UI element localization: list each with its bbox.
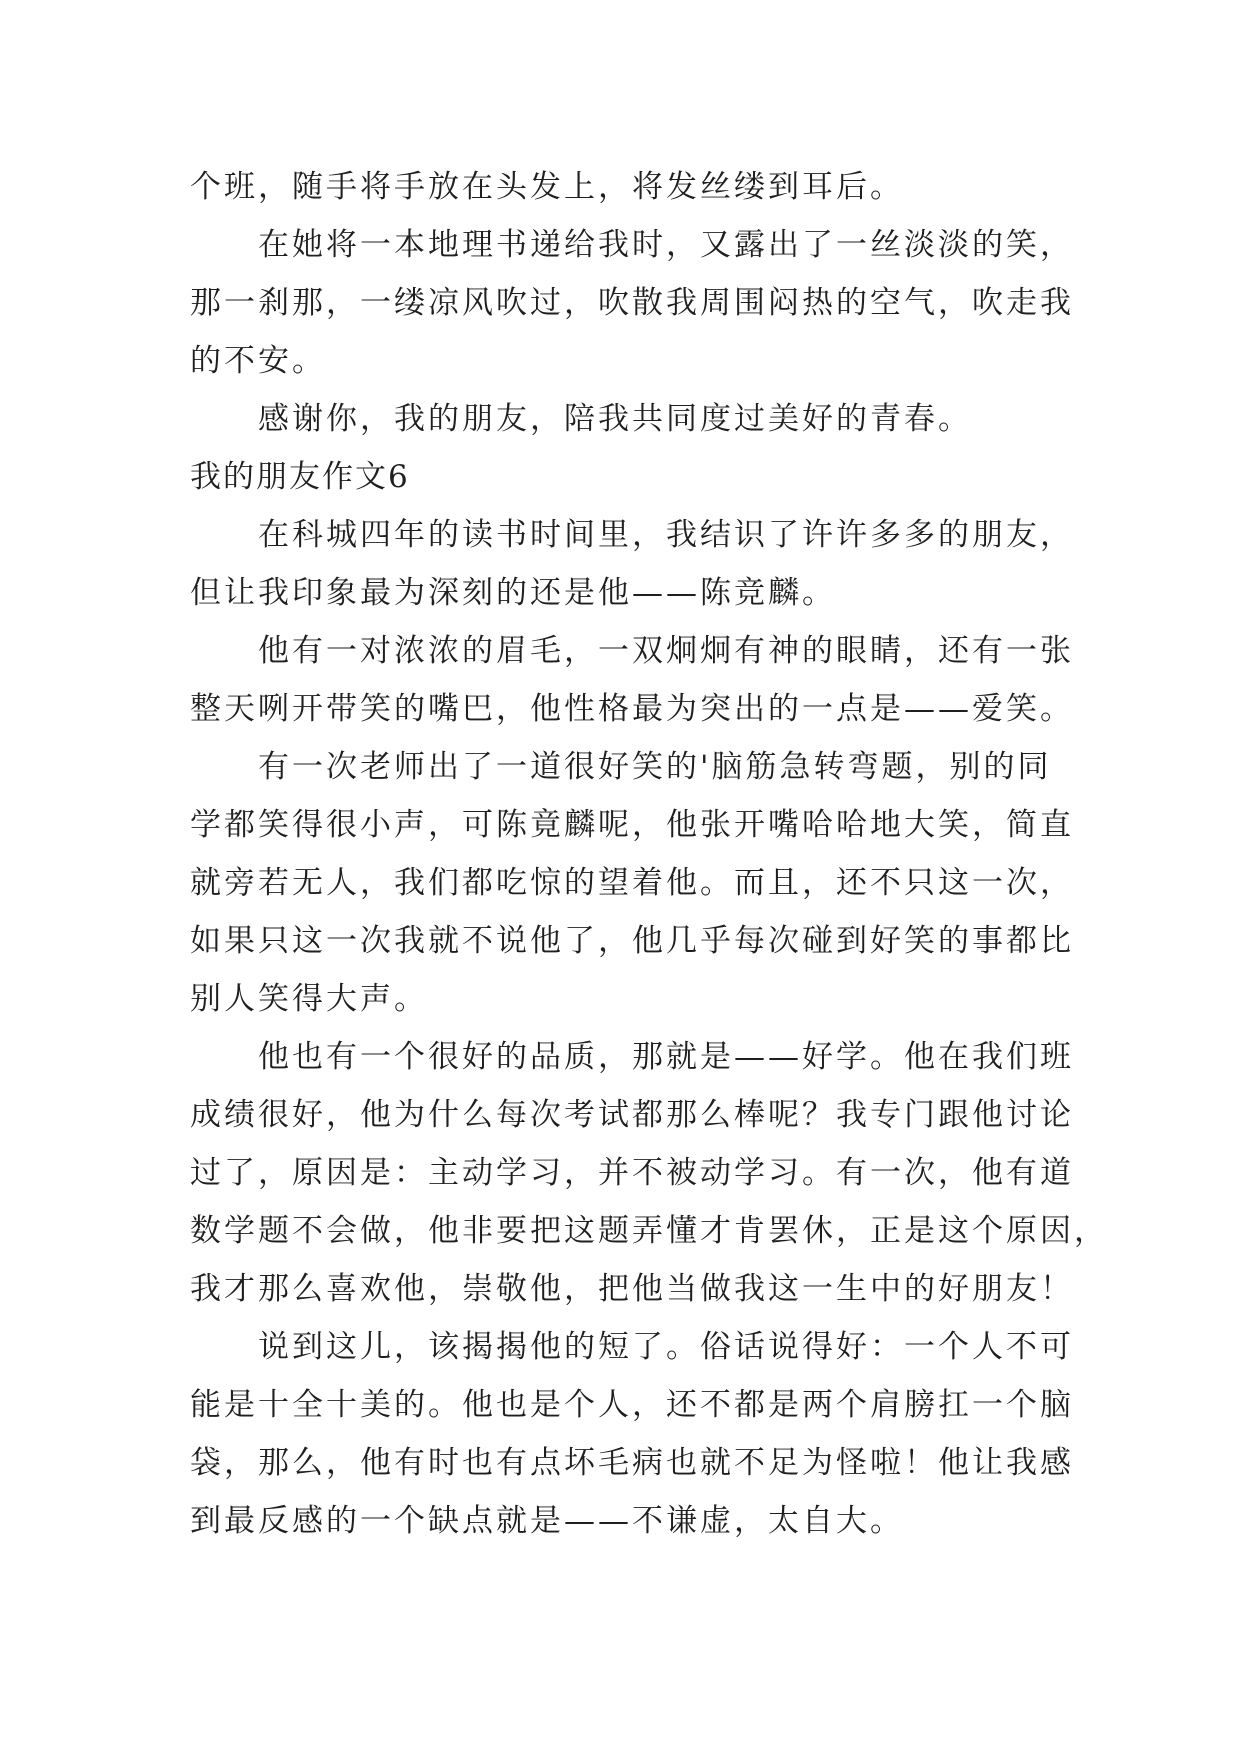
paragraph-start-line: 他有一对浓浓的眉毛，一双炯炯有神的眼睛，还有一张: [258, 633, 1074, 669]
text-line: 但让我印象最为深刻的还是他——陈竞麟。: [190, 575, 836, 611]
text-line: 就旁若无人，我们都吃惊的望着他。而且，还不只这一次，: [190, 865, 1074, 901]
text-line: 能是十全十美的。他也是个人，还不都是两个肩膀扛一个脑: [190, 1387, 1074, 1423]
text-line: 学都笑得很小声，可陈竟麟呢，他张开嘴哈哈地大笑，简直: [190, 807, 1074, 843]
text-line: 我才那么喜欢他，崇敬他，把他当做我这一生中的好朋友！: [190, 1271, 1074, 1307]
text-line: 整天咧开带笑的嘴巴，他性格最为突出的一点是——爱笑。: [190, 691, 1074, 727]
text-line: 如果只这一次我就不说他了，他几乎每次碰到好笑的事都比: [190, 923, 1074, 959]
paragraph-start-line: 在她将一本地理书递给我时，又露出了一丝淡淡的笑，: [258, 227, 1074, 263]
paragraph-start-line: 他也有一个很好的品质，那就是——好学。他在我们班: [258, 1039, 1074, 1075]
paragraph-start-line: 感谢你，我的朋友，陪我共同度过美好的青春。: [258, 401, 972, 437]
text-line: 到最反感的一个缺点就是——不谦虚，太自大。: [190, 1503, 904, 1539]
document-body: [190, 158, 1108, 1550]
text-line: 的不安。: [190, 343, 326, 379]
text-line: 过了，原因是：主动学习，并不被动学习。有一次，他有道: [190, 1155, 1074, 1191]
paragraph-start-line: 有一次老师出了一道很好笑的'脑筋急转弯题，别的同: [258, 749, 1052, 785]
text-line: 成绩很好，他为什么每次考试都那么棒呢？我专门跟他讨论: [190, 1097, 1074, 1133]
text-line: 别人笑得大声。: [190, 981, 428, 1017]
text-line: 数学题不会做，他非要把这题弄懂才肯罢休，正是这个原因，: [190, 1213, 1108, 1249]
text-line: 袋，那么，他有时也有点坏毛病也就不足为怪啦！他让我感: [190, 1445, 1074, 1481]
section-heading: 我的朋友作文6: [190, 459, 410, 495]
text-line: 个班，随手将手放在头发上，将发丝缕到耳后。: [190, 169, 904, 205]
paragraph-start-line: 说到这儿，该揭揭他的短了。俗话说得好：一个人不可: [258, 1329, 1074, 1365]
text-line: 那一刹那，一缕凉风吹过，吹散我周围闷热的空气，吹走我: [190, 285, 1074, 321]
paragraph-start-line: 在科城四年的读书时间里，我结识了许许多多的朋友，: [258, 517, 1074, 553]
